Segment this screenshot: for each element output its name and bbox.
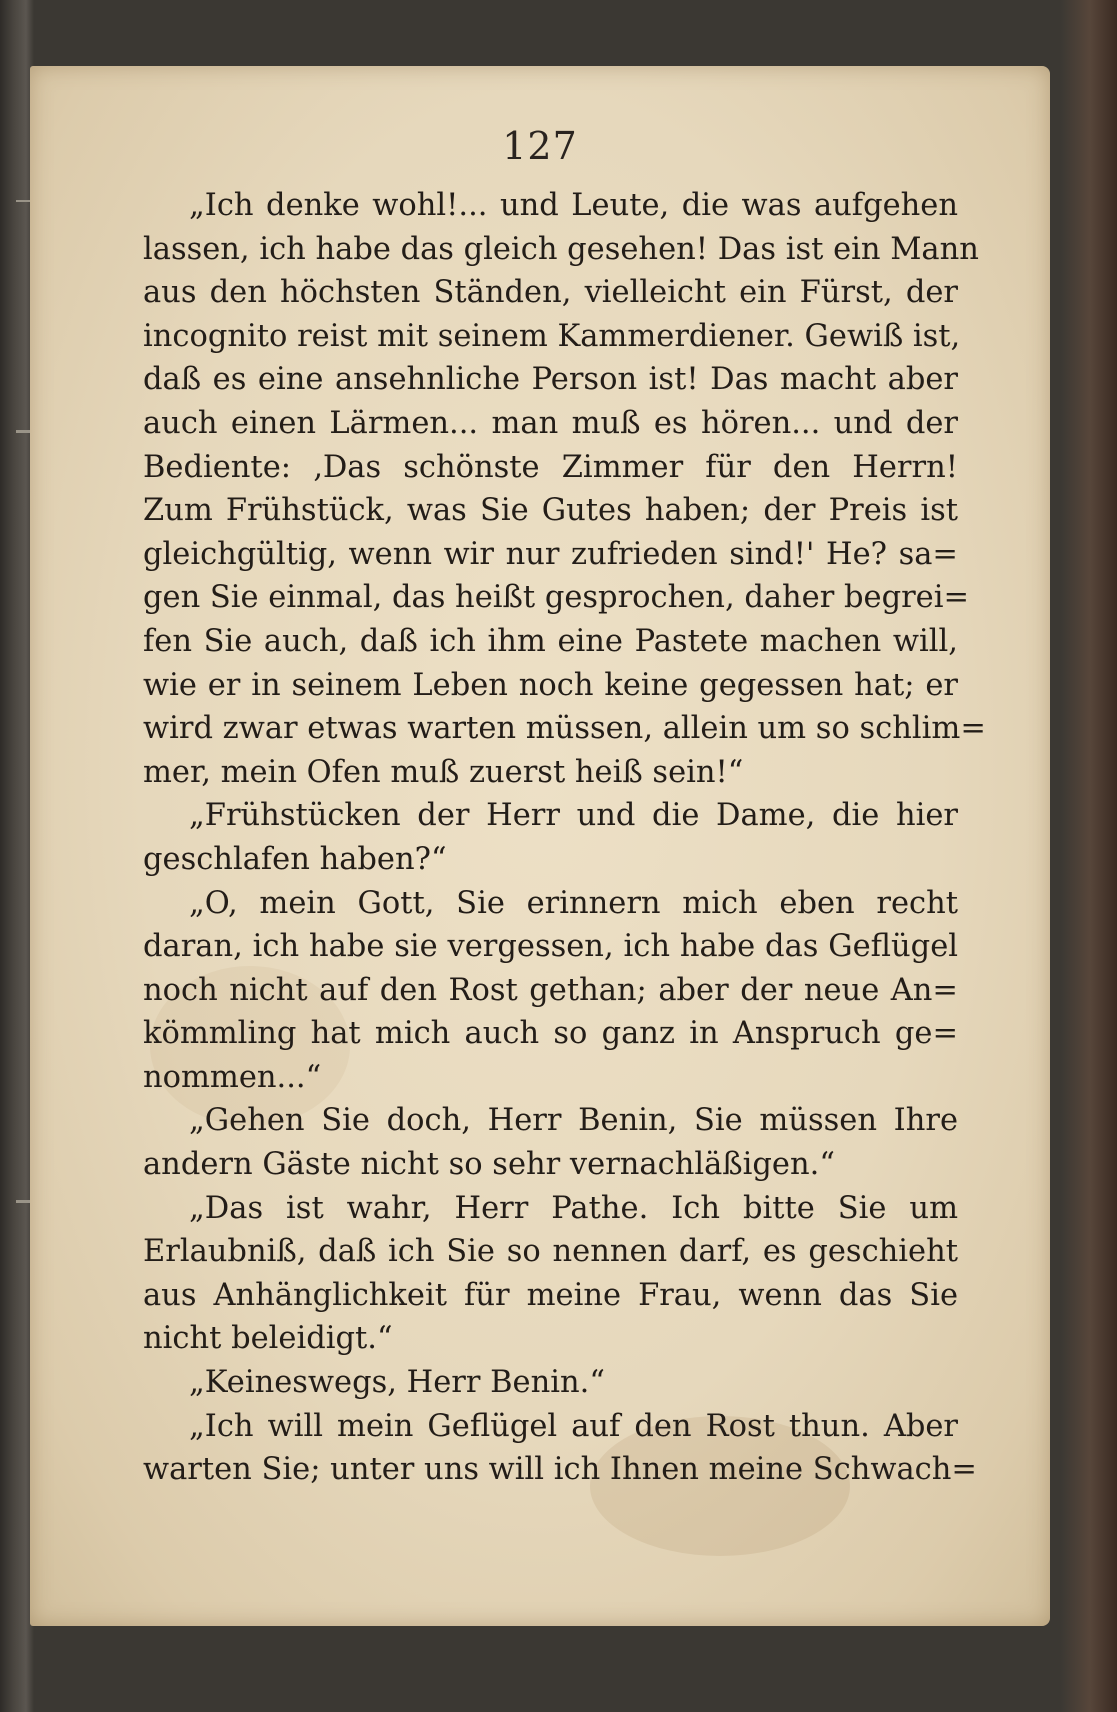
text-line: „Ich denke wohl!... und Leute, die was aufgehen xyxy=(189,188,958,223)
text-line: andern Gäste nicht so sehr vernachläßigen.“ xyxy=(143,1147,835,1183)
text-line: auch einen Lärmen... man muß es hören... und der xyxy=(143,405,958,441)
paragraph xyxy=(143,1099,958,1186)
text-line: daß es eine ansehnliche Person ist! Das macht aber xyxy=(143,362,958,398)
text-line: daran, ich habe sie vergessen, ich habe das Geflügel xyxy=(143,929,958,965)
paragraph xyxy=(143,794,958,881)
page-number: 127 xyxy=(502,124,578,168)
text-line: nommen...“ xyxy=(143,1059,322,1095)
text-line: wie er in seinem Leben noch keine gegessen hat; er xyxy=(143,667,958,703)
text-line: Bediente: ‚Das schönste Zimmer für den Herrn! xyxy=(143,449,958,485)
text-line: kömmling hat mich auch so ganz in Anspruch ge= xyxy=(143,1016,958,1052)
text-line: „O, mein Gott, Sie erinnern mich eben recht xyxy=(189,885,958,921)
text-line: „Das ist wahr, Herr Pathe. Ich bitte Sie um xyxy=(189,1190,958,1226)
text-line: nicht beleidigt.“ xyxy=(143,1321,393,1357)
text-line: Erlaubniß, daß ich Sie so nennen darf, es geschieht xyxy=(143,1234,958,1270)
text-line: „Ich will mein Geflügel auf den Rost thun. Aber xyxy=(189,1408,958,1444)
paragraph xyxy=(143,1405,977,1492)
paragraph xyxy=(143,882,958,1100)
body-text xyxy=(143,184,986,1492)
text-line: geschlafen haben?“ xyxy=(143,841,447,877)
text-line: mer, mein Ofen muß zuerst heiß sein!“ xyxy=(143,754,744,790)
text-line: lassen, ich habe das gleich gesehen! Das ist ein Mann xyxy=(143,231,979,267)
text-line: wird zwar etwas warten müssen, allein um so schlim= xyxy=(143,711,986,747)
text-line: noch nicht auf den Rost gethan; aber der neue An= xyxy=(143,972,958,1008)
text-line: aus den höchsten Ständen, vielleicht ein Fürst, der xyxy=(143,275,958,311)
book-page xyxy=(30,66,1050,1626)
text-line: gen Sie einmal, das heißt gesprochen, daher begrei= xyxy=(143,580,970,616)
text-line: „Frühstücken der Herr und die Dame, die hier xyxy=(189,798,958,834)
text-line: Zum Frühstück, was Sie Gutes haben; der Preis ist xyxy=(143,493,958,529)
text-line: incognito reist mit seinem Kammerdiener. Gewiß ist, xyxy=(143,318,961,354)
paragraph xyxy=(143,1187,958,1361)
page-edge-mark xyxy=(16,1200,30,1203)
text-line: fen Sie auch, daß ich ihm eine Pastete machen will, xyxy=(143,623,958,659)
paragraph xyxy=(143,184,986,794)
text-line: gleichgültig, wenn wir nur zufrieden sind!' He? sa= xyxy=(143,536,958,572)
text-line: aus Anhänglichkeit für meine Frau, wenn das Sie xyxy=(143,1277,958,1313)
paragraph xyxy=(143,1361,958,1405)
text-line: „Gehen Sie doch, Herr Benin, Sie müssen Ihre xyxy=(189,1103,958,1139)
text-line: „Keineswegs, Herr Benin.“ xyxy=(189,1365,605,1401)
text-line: warten Sie; unter uns will ich Ihnen meine Schwach= xyxy=(143,1452,977,1488)
page-edge-mark xyxy=(16,430,30,433)
